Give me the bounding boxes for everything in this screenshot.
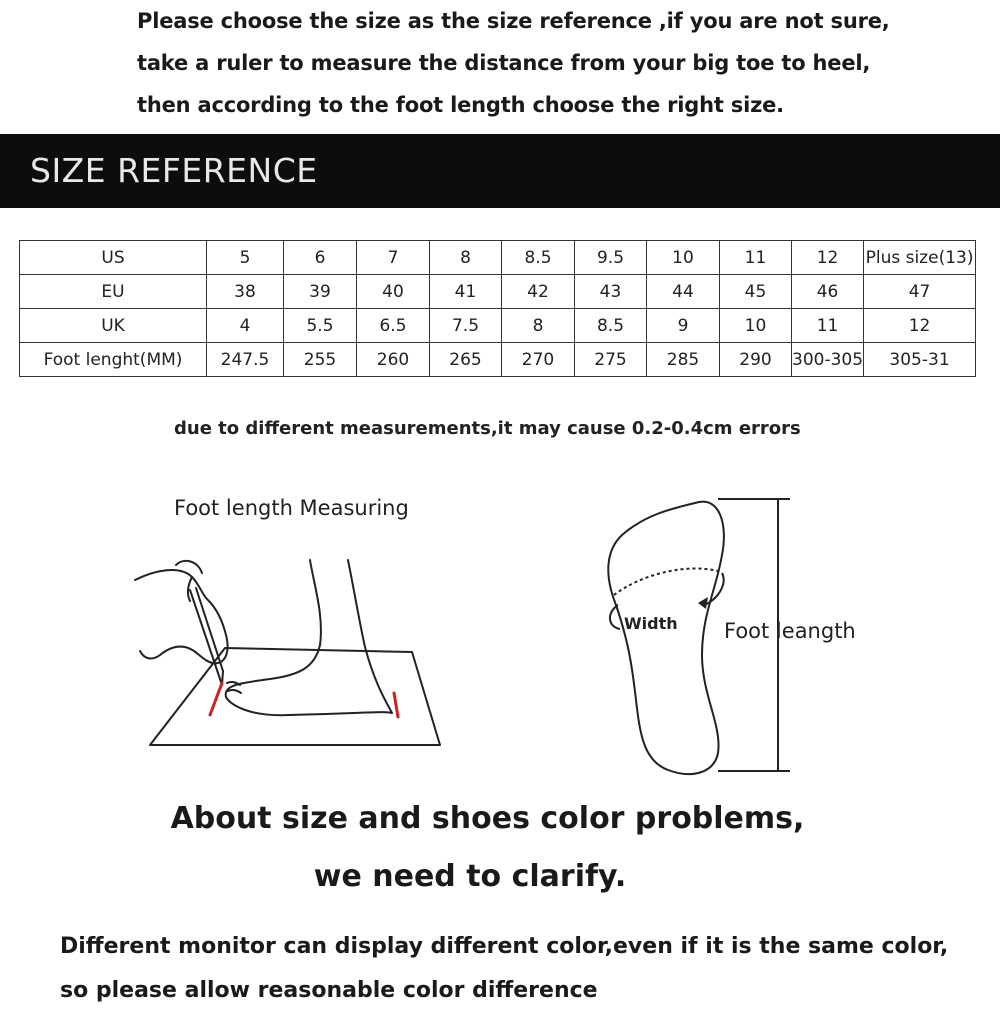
width-dashed-line bbox=[614, 568, 718, 595]
table-cell: 9.5 bbox=[575, 241, 647, 275]
table-row-foot-length bbox=[20, 343, 976, 377]
table-cell: 38 bbox=[207, 275, 284, 309]
leg-and-foot bbox=[226, 560, 392, 715]
width-label: Width bbox=[624, 614, 678, 633]
table-cell: 43 bbox=[575, 275, 647, 309]
table-cell: 290 bbox=[720, 343, 792, 377]
hand bbox=[135, 570, 228, 663]
sole-outline bbox=[608, 502, 724, 774]
table-cell: 41 bbox=[430, 275, 502, 309]
foot-length-label: Foot leangth bbox=[724, 619, 856, 643]
intro-line-1: Please choose the size as the size reference ,if you are not sure, bbox=[137, 9, 890, 33]
table-cell: 9 bbox=[647, 309, 720, 343]
table-cell: 260 bbox=[357, 343, 430, 377]
table-cell: 285 bbox=[647, 343, 720, 377]
about-line-1: About size and shoes color problems, bbox=[170, 801, 805, 836]
monitor-line-1: Different monitor can display different color,even if it is the same color, bbox=[60, 934, 949, 959]
table-cell: 5 bbox=[207, 241, 284, 275]
table-cell: 10 bbox=[720, 309, 792, 343]
table-cell: 8.5 bbox=[575, 309, 647, 343]
foot-sole-illustration bbox=[600, 495, 1000, 780]
table-cell: 270 bbox=[502, 343, 575, 377]
pencil bbox=[190, 590, 218, 673]
size-reference-banner bbox=[0, 134, 1000, 208]
toe-mark bbox=[210, 683, 222, 715]
about-size-color bbox=[0, 790, 1000, 906]
table-cell: 8.5 bbox=[502, 241, 575, 275]
table-cell: 265 bbox=[430, 343, 502, 377]
table-cell: 6 bbox=[284, 241, 357, 275]
table-cell: 46 bbox=[792, 275, 864, 309]
table-cell: 7.5 bbox=[430, 309, 502, 343]
table-cell: 11 bbox=[792, 309, 864, 343]
table-cell: 40 bbox=[357, 275, 430, 309]
measurement-error-note: due to different measurements,it may cause 0.2-0.4cm errors bbox=[174, 418, 801, 439]
table-cell: Plus size(13) bbox=[864, 241, 976, 275]
table-cell: 12 bbox=[792, 241, 864, 275]
monitor-line-2: so please allow reasonable color difference bbox=[60, 978, 598, 1003]
foot-measuring-title: Foot length Measuring bbox=[174, 496, 409, 520]
table-cell: 39 bbox=[284, 275, 357, 309]
heel-mark bbox=[394, 693, 398, 717]
about-line-2: we need to clarify. bbox=[313, 859, 627, 894]
banner-title: SIZE REFERENCE bbox=[30, 151, 318, 190]
row-label: UK bbox=[20, 309, 207, 343]
table-row-us bbox=[20, 241, 976, 275]
row-label: US bbox=[20, 241, 207, 275]
table-cell: 11 bbox=[720, 241, 792, 275]
table-cell: 255 bbox=[284, 343, 357, 377]
table-cell: 44 bbox=[647, 275, 720, 309]
table-cell: 247.5 bbox=[207, 343, 284, 377]
table-cell: 8 bbox=[430, 241, 502, 275]
intro-instructions bbox=[137, 0, 890, 126]
table-cell: 305-31 bbox=[864, 343, 976, 377]
intro-line-2: take a ruler to measure the distance from your big toe to heel, bbox=[137, 51, 871, 75]
intro-line-3: then according to the foot length choose the right size. bbox=[137, 93, 784, 117]
table-cell: 42 bbox=[502, 275, 575, 309]
size-table bbox=[19, 240, 976, 377]
table-cell: 275 bbox=[575, 343, 647, 377]
table-cell: 300-305 bbox=[792, 343, 864, 377]
width-arrow bbox=[698, 597, 708, 609]
table-cell: 5.5 bbox=[284, 309, 357, 343]
table-row-uk bbox=[20, 309, 976, 343]
table-row-eu bbox=[20, 275, 976, 309]
table-cell: 8 bbox=[502, 309, 575, 343]
table-cell: 45 bbox=[720, 275, 792, 309]
table-cell: 47 bbox=[864, 275, 976, 309]
paper-sheet bbox=[150, 648, 440, 745]
foot-measuring-illustration bbox=[130, 555, 450, 755]
table-cell: 12 bbox=[864, 309, 976, 343]
table-cell: 6.5 bbox=[357, 309, 430, 343]
table-cell: 10 bbox=[647, 241, 720, 275]
table-cell: 7 bbox=[357, 241, 430, 275]
row-label: EU bbox=[20, 275, 207, 309]
row-label: Foot lenght(MM) bbox=[20, 343, 207, 377]
table-cell: 4 bbox=[207, 309, 284, 343]
